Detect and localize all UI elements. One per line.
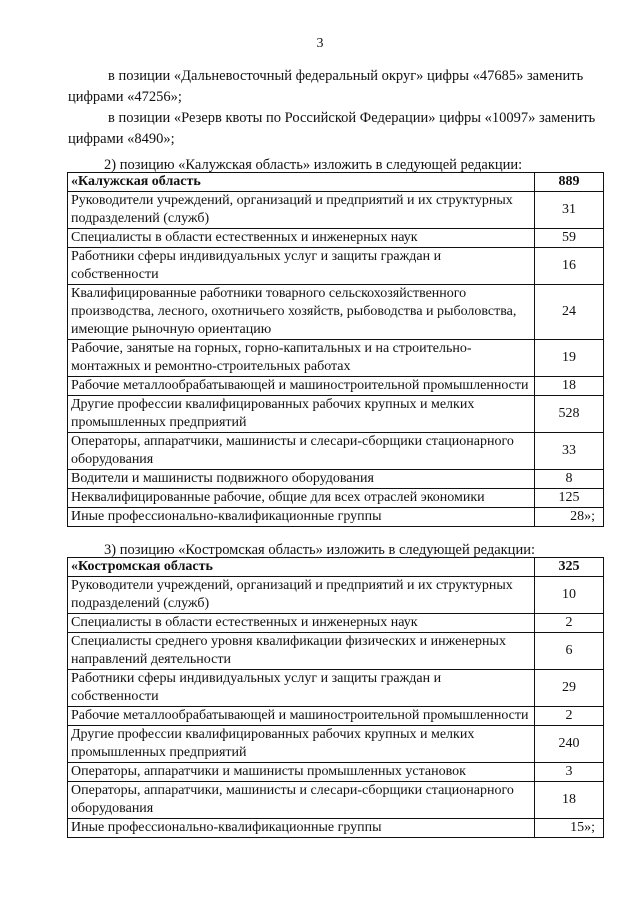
category-quota: 15»; [535,819,604,838]
category-quota: 3 [535,763,604,782]
table-row [68,782,604,819]
table-header-row [68,173,604,192]
category-quota: 2 [535,707,604,726]
category-label: Операторы, аппаратчики и машинисты промышленных установок [68,763,535,782]
kostroma-table [67,557,604,838]
category-label: Операторы, аппаратчики, машинисты и слесари-сборщики стационарного оборудования [68,782,535,819]
category-label: Иные профессионально-квалификационные группы [68,819,535,838]
category-quota: 125 [535,489,604,508]
category-quota: 16 [535,248,604,285]
category-label: Руководители учреждений, организаций и предприятий и их структурных подразделений (служб) [68,192,535,229]
table-row [68,433,604,470]
table-row [68,614,604,633]
table-row [68,670,604,707]
category-label: Операторы, аппаратчики, машинисты и слесари-сборщики стационарного оборудования [68,433,535,470]
table-row [68,396,604,433]
category-label: Другие профессии квалифицированных рабочих крупных и мелких промышленных предприятий [68,726,535,763]
category-quota: 28»; [535,508,604,527]
category-label: Неквалифицированные рабочие, общие для всех отраслей экономики [68,489,535,508]
category-label: Рабочие металлообрабатывающей и машиностроительной промышленности [68,377,535,396]
section-3-heading: 3) позицию «Костромская область» изложить в следующей редакции: [104,542,535,558]
category-label: Специалисты в области естественных и инженерных наук [68,229,535,248]
table-row [68,248,604,285]
category-label: Другие профессии квалифицированных рабочих крупных и мелких промышленных предприятий [68,396,535,433]
intro-text [68,66,603,150]
table-row [68,340,604,377]
category-label: Рабочие металлообрабатывающей и машиностроительной промышленности [68,707,535,726]
region-total: 889 [535,173,604,192]
category-label: Специалисты среднего уровня квалификации физических и инженерных направлений деятельности [68,633,535,670]
page-number: 3 [316,36,324,51]
category-quota: 528 [535,396,604,433]
category-label: Работники сферы индивидуальных услуг и защиты граждан и собственности [68,248,535,285]
category-quota: 59 [535,229,604,248]
category-quota: 33 [535,433,604,470]
table-row [68,470,604,489]
table-row [68,285,604,340]
table-row [68,489,604,508]
section-2-heading: 2) позицию «Калужская область» изложить в следующей редакции: [104,157,523,173]
category-quota: 29 [535,670,604,707]
table-row [68,763,604,782]
category-quota: 8 [535,470,604,489]
table-row [68,377,604,396]
category-label: Руководители учреждений, организаций и предприятий и их структурных подразделений (служб) [68,577,535,614]
category-label: Работники сферы индивидуальных услуг и защиты граждан и собственности [68,670,535,707]
intro-line-far-east: в позиции «Дальневосточный федеральный округ» цифры «47685» заменить цифрами «47256»; [68,68,584,105]
category-label: Рабочие, занятые на горных, горно-капитальных и на строительно-монтажных и ремонтно-строительных работах [68,340,535,377]
category-quota: 240 [535,726,604,763]
table-row [68,229,604,248]
kaluga-table [67,172,604,527]
region-name: «Калужская область [68,173,535,192]
table-row [68,192,604,229]
intro-line-reserve: в позиции «Резерв квоты по Российской Федерации» цифры «10097» заменить цифрами «8490»; [68,110,596,147]
table-row [68,726,604,763]
category-quota: 31 [535,192,604,229]
category-quota: 2 [535,614,604,633]
region-total: 325 [535,558,604,577]
category-quota: 18 [535,782,604,819]
category-quota: 6 [535,633,604,670]
category-quota: 18 [535,377,604,396]
category-quota: 24 [535,285,604,340]
table-header-row [68,558,604,577]
category-label: Водители и машинисты подвижного оборудования [68,470,535,489]
table-row [68,819,604,838]
category-quota: 19 [535,340,604,377]
table-row [68,577,604,614]
table-row [68,508,604,527]
category-label: Специалисты в области естественных и инженерных наук [68,614,535,633]
category-label: Иные профессионально-квалификационные группы [68,508,535,527]
table-row [68,633,604,670]
category-quota: 10 [535,577,604,614]
region-name: «Костромская область [68,558,535,577]
table-row [68,707,604,726]
category-label: Квалифицированные работники товарного сельскохозяйственного производства, лесного, охотничьего хозяйств, рыбоводства и рыболовства, имеющие рыночную ориентацию [68,285,535,340]
